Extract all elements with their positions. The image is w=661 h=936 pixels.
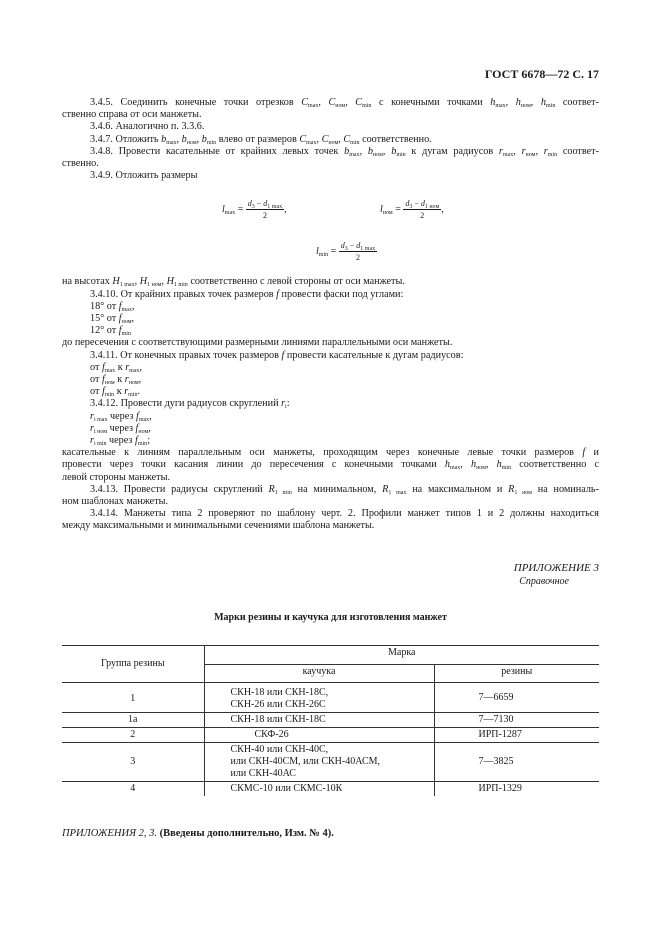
page-header: ГОСТ 6678—72 С. 17 xyxy=(484,67,599,81)
paragraph-3-4-8-cont: ственно. xyxy=(62,158,99,170)
appendix-title: ПРИЛОЖЕНИЕ 3 xyxy=(513,562,599,574)
cell-group: 4 xyxy=(62,782,204,797)
cell-group: 1 xyxy=(62,683,204,713)
cell-rezina: ИРП-1287 xyxy=(434,728,599,743)
tangent-line-3: левой стороны манжеты. xyxy=(62,471,171,483)
table-row xyxy=(62,782,599,797)
tangent-line-2: провести через точки касания линии до пересечения с конечными точками $h_{max}$, $h_{ном}$, $h_{min}$ соответственно с xyxy=(62,459,600,472)
angle-15: 15° от $f_{ном}$, xyxy=(90,313,135,326)
tangent-from-max: от $f_{max}$ к $r_{max}$, xyxy=(90,361,143,374)
angle-12: 12° от $f_{min}$ xyxy=(90,325,131,338)
paragraph-3-4-10: 3.4.10. От крайних правых точек размеров f провести фаски под углами: xyxy=(90,288,404,300)
paragraph-3-4-13-cont: ном шаблонах манжеты. xyxy=(62,496,169,508)
table-header-row-1 xyxy=(62,646,599,665)
paragraph-3-4-5: 3.4.5. Соединить конечные точки отрезков $C_{max}$, $C_{ном}$, $C_{min}$ с конечными точками $h_{max}$, $h_{ном}$, $h_{min}$ соответ- xyxy=(90,97,600,109)
table-row xyxy=(62,728,599,743)
table-title: Марки резины и каучука для изготовления манжет xyxy=(214,612,447,623)
heights-line: на высотах $H_{1 max}$, $H_{1 ном}$, $H_{1 min}$ соответственно с левой стороны от оси манжеты. xyxy=(62,276,405,289)
cell-kauchuk: СКН-18 или СКН-18С xyxy=(204,713,434,728)
cell-kauchuk: СКН-18 или СКН-18С, СКН-26 или СКН-26С xyxy=(204,683,434,713)
rubber-grades-table xyxy=(62,645,599,796)
cell-rezina: 7—3825 xyxy=(434,743,599,782)
arc-through-min: $r_{i min}$ через $f_{min}$; xyxy=(90,435,151,448)
amendment-note: ПРИЛОЖЕНИЯ 2, 3. (Введены дополнительно, Изм. № 4). xyxy=(62,828,334,839)
cell-rezina: 7—6659 xyxy=(434,683,599,713)
formula-l-nom: $l_{ном}$ = $\frac{d_3 - d_{1 ном}}{2}$ , xyxy=(380,199,444,220)
arc-through-max: $r_{i max}$ через $f_{max}$, xyxy=(90,410,152,423)
cell-kauchuk: СКФ-26 xyxy=(204,728,434,743)
paragraph-3-4-8: 3.4.8. Провести касательные от крайних левых точек $b_{max}$, $b_{ном}$, $b_{min}$ к дугам радиусов $r_{max}$, $r_{ном}$, $r_{min}$ соответ- xyxy=(90,145,599,158)
cell-group: 3 xyxy=(62,743,204,782)
table-row xyxy=(62,743,599,782)
paragraph-3-4-14-cont: между максимальными и минимальными сечениями шаблона манжеты. xyxy=(62,520,375,532)
paragraph-3-4-12: 3.4.12. Провести дуги радиусов скруглений $r_i$: xyxy=(90,398,290,411)
table-row xyxy=(62,683,599,713)
paragraph-3-4-6: 3.4.6. Аналогично п. 3.3.6. xyxy=(90,121,205,133)
table-row xyxy=(62,713,599,728)
cell-rezina: 7—7130 xyxy=(434,713,599,728)
header-group: Группа резины xyxy=(62,646,204,683)
paragraph-3-4-13: 3.4.13. Провести радиусы скруглений $R_{1 min}$ на минимальном, $R_{1 max}$ на максимальном и $R_{1 ном}$ на номиналь- xyxy=(90,483,599,496)
paragraph-3-4-7: 3.4.7. Отложить $b_{max}$, $b_{ном}$, $b_{min}$ влево от размеров $C_{max}$, $C_{ном}$, $C_{min}$ соответственно. xyxy=(90,133,432,146)
appendix-subtitle: Справочное xyxy=(519,576,569,587)
cell-group: 1а xyxy=(62,713,204,728)
document-body xyxy=(62,97,599,533)
header-rezina: резины xyxy=(434,664,599,683)
cell-kauchuk: СКН-40 или СКН-40С, или СКН-40СМ, или СКН-40АСМ, или СКН-40АС xyxy=(204,743,434,782)
header-mark: Марка xyxy=(204,646,599,665)
paragraph-3-4-14: 3.4.14. Манжеты типа 2 проверяют по шаблону черт. 2. Профили манжет типов 1 и 2 должны находиться xyxy=(90,508,599,520)
header-kauchuk: каучука xyxy=(204,664,434,683)
paragraph-3-4-10-end: до пересечения с соответствующими размерными линиями параллельными оси манжеты. xyxy=(62,337,453,349)
paragraph-3-4-5-cont: ственно справа от оси манжеты. xyxy=(62,109,202,121)
arc-through-nom: $r_{i ном}$ через $f_{ном}$, xyxy=(90,422,151,435)
tangent-from-min: от $f_{min}$ к $r_{min}$. xyxy=(90,386,141,399)
angle-18: 18° от $f_{max}$, xyxy=(90,300,135,313)
cell-group: 2 xyxy=(62,728,204,743)
paragraph-3-4-11: 3.4.11. От конечных правых точек размеров f провести касательные к дугам радиусов: xyxy=(90,349,464,361)
cell-kauchuk: СКМС-10 или СКМС-10К xyxy=(204,782,434,797)
formula-l-max: $l_{max}$ = $\frac{d_3 - d_{1 max}}{2}$ , xyxy=(222,199,287,220)
cell-rezina: ИРП-1329 xyxy=(478,783,522,794)
paragraph-3-4-9: 3.4.9. Отложить размеры xyxy=(90,170,198,182)
tangent-line-1: касательные к линиям параллельным оси манжеты, проходящим через конечные левые точки размеров f и xyxy=(62,447,600,459)
formula-l-min: $l_{min}$ = $\frac{d_3 - d_{1 max}}{2}$ xyxy=(316,241,376,262)
tangent-from-nom: от $f_{ном}$ к $r_{ном}$, xyxy=(90,374,142,387)
